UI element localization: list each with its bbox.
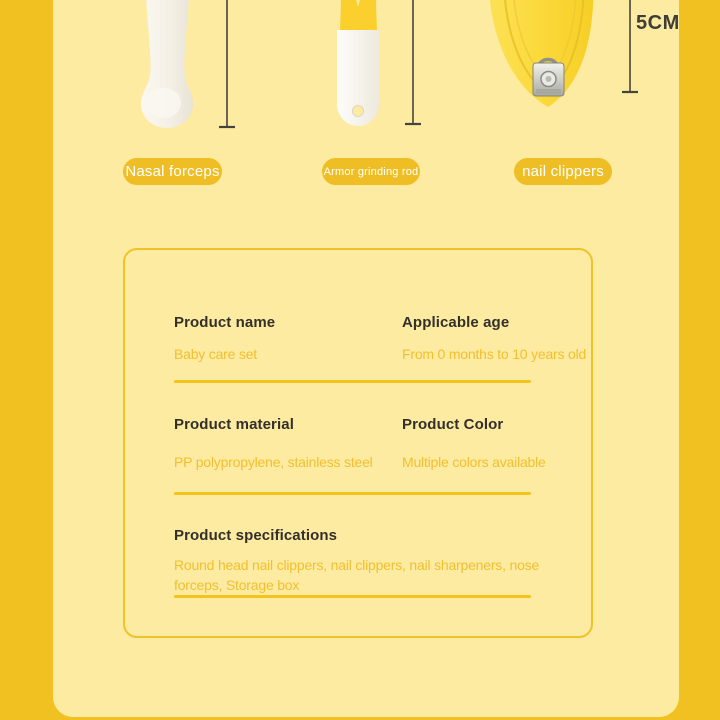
measurement-line-2 [405,0,421,124]
spec-label-product-color: Product Color [402,416,504,433]
spec-card [123,248,593,638]
nasal-forceps-image [141,0,193,128]
spec-label-product-name: Product name [174,314,276,331]
spec-divider-2 [174,492,531,495]
spec-divider-3 [174,595,531,598]
nail-clippers-image [488,0,593,107]
measurement-value: 5CM [636,12,680,34]
spec-divider-1 [174,380,531,383]
spec-value-product-specifications: Round head nail clippers, nail clippers, nail sharpeners, nose forceps, Storage box [174,557,540,593]
product-label-nail-clippers: nail clippers [514,158,612,185]
measurement-line-1 [219,0,235,127]
spec-value-applicable-age: From 0 months to 10 years old [402,346,587,362]
armor-grinding-rod-image [337,0,379,126]
clipper-metal [533,60,564,97]
product-label-armor-grinding-rod: Armor grinding rod [322,158,420,185]
product-label-nasal-forceps: Nasal forceps [123,158,222,185]
spec-label-product-material: Product material [174,416,294,433]
spec-value-product-color: Multiple colors available [402,454,546,470]
spec-label-product-specifications: Product specifications [174,527,338,544]
spec-value-product-name: Baby care set [174,346,257,362]
spec-label-applicable-age: Applicable age [402,314,510,331]
product-images [0,0,720,145]
spec-value-product-material: PP polypropylene, stainless steel [174,454,373,470]
